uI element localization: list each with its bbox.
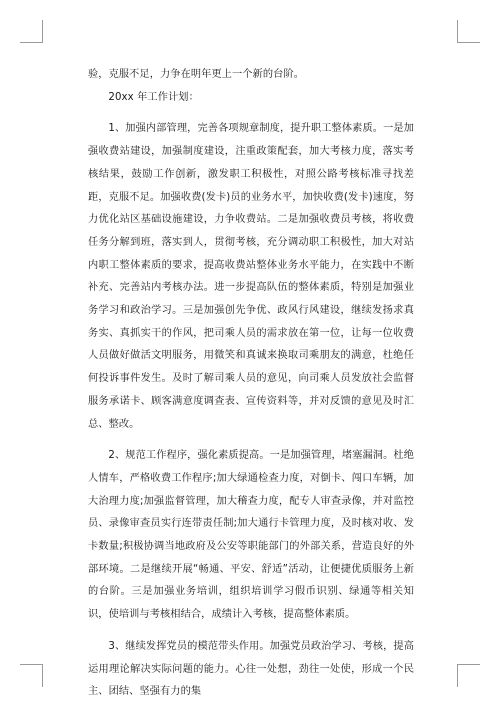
crop-mark-bottom-left bbox=[20, 664, 43, 687]
paragraph-item-2: 2、规范工作程序，强化素质提高。一是加强管理，堵塞漏洞。杜绝人情车，严格收费工作程序;加大绿通检查力度，对倒卡、闯口车辆，加大治理力度;加强监督管理，加大稽查力度，配专人审查录像，并对监控员、录像审查员实行连带责任制;加大通行卡管理力度，及时核对收、发卡数量;积极协调当地政府及公安等职能部门的外部关系，营造良好的外部环境。二是继续开展“畅通、平安、舒适”活动，让便捷优质服务上新的台阶。三是加强业务培训，组织培训学习假币识别、绿通等相关知识，使培训与考核相结合，成绩计入考核，提高整体素质。 bbox=[88, 450, 414, 621]
crop-mark-bottom-right bbox=[457, 664, 480, 687]
crop-mark-top-right bbox=[457, 20, 480, 43]
document-body bbox=[88, 64, 414, 704]
section-heading-work-plan: 20xx 年工作计划： bbox=[108, 91, 199, 103]
paragraph-item-3: 3、继续发挥党员的模范带头作用。加强党员政治学习、考核，提高运用理论解决实际问题的能力。心往一处想，劲往一处使，形成一个民主、团结、坚强有力的集 bbox=[88, 640, 414, 698]
paragraph-continuation: 验，克服不足，力争在明年更上一个新的台阶。 bbox=[88, 69, 305, 80]
paragraph-item-1: 1、加强内部管理，完善各项规章制度，提升职工整体素质。一是加强收费站建设，加强制度建设，注重政策配套，加大考核力度，落实考核结果，鼓励工作创新，激发职工积极性，对照公路考核标准寻找差距，克服不足。加强收费(发卡)员的业务水平，加快收费(发卡)速度，努力优化站区基础设施建设，力争收费站。二是加强收费员考核，将收费任务分解到班，落实到人，贯彻考核，充分调动职工积极性，加大对站内职工整体素质的要求，提高收费站整体业务水平能力，在实践中不断补充、完善站内考核办法。进一步提高队伍的整体素质，特别是加强业务学习和政治学习。三是加强创先争优、政风行风建设，继续发扬求真务实、真抓实干的作风，把司乘人员的需求放在第一位，让每一位收费人员做好做活文明服务，用微笑和真诚来换取司乘朋友的满意，杜绝任何投诉事件发生。及时了解司乘人员的意见，向司乘人员发放社会监督服务承诺卡、顾客满意度调查表、宣传资料等，并对反馈的意见及时汇总、整改。 bbox=[88, 123, 414, 430]
crop-mark-top-left bbox=[20, 20, 43, 43]
